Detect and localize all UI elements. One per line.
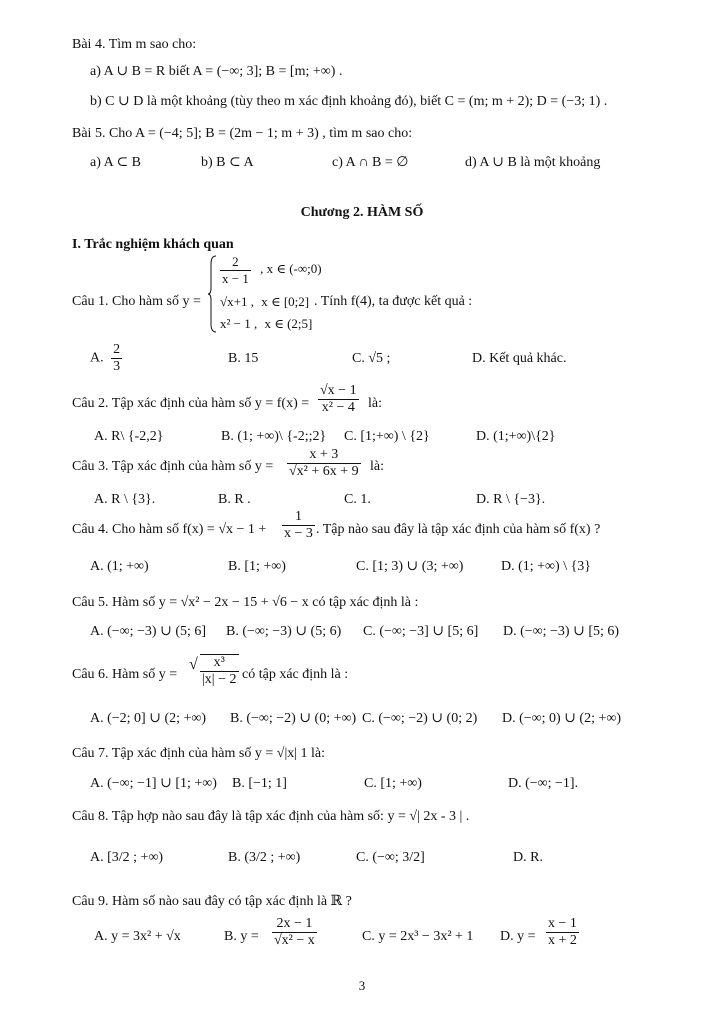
exercise-5-part-c: c) A ∩ B = ∅ [332,155,409,170]
exercise-5-part-d: d) A ∪ B là một khoảng [465,155,601,170]
question-3-numerator: x + 3 [287,447,361,464]
question-1-option-a-fraction [111,342,122,375]
question-9-option-d-numerator: x − 1 [548,916,577,931]
exercise-4-title: Bài 4. Tìm m sao cho: [72,37,197,52]
question-4-option-c: C. [1; 3) ∪ (3; +∞) [356,559,464,574]
question-4-suffix: . Tập nào sau đây là tập xác định của hàm số f(x) ? [316,522,601,537]
question-3-prefix: Câu 3. Tập xác định của hàm số y = [72,459,274,474]
piecewise-case-3-condition: x ∈ (2;5] [264,316,313,331]
exercise-5-part-b: b) B ⊂ A [201,155,254,170]
question-4-option-b: B. [1; +∞) [228,559,286,574]
piecewise-case-2 [220,294,309,310]
question-2-numerator: √x − 1 [320,383,357,398]
question-5-text: Câu 5. Hàm số y = √x² − 2x − 15 + √6 − x có tập xác định là : [72,595,419,610]
question-1-option-c: C. √5 ; [352,351,391,366]
question-2-suffix: là: [368,396,382,411]
question-5-option-b: B. (−∞; −3) ∪ (5; 6) [226,624,342,639]
question-6-option-d: D. (−∞; 0) ∪ (2; +∞) [502,711,622,726]
question-9-option-b-denominator: √x² − x [274,933,315,948]
question-3-suffix: là: [370,459,384,474]
question-4-denominator: x − 3 [284,526,313,541]
question-1-option-a-label: A. [90,350,104,366]
question-2-prefix: Câu 2. Tập xác định của hàm số y = f(x) = [72,396,310,411]
question-9-option-b-fraction [272,916,317,949]
question-9-option-d-fraction [546,916,579,949]
question-2-option-a: A. R\ {-2,2} [94,429,164,444]
question-8-option-d: D. R. [513,850,543,865]
question-9-option-b-numerator: 2x − 1 [272,916,317,933]
question-5-option-c: C. (−∞; −3] ∪ [5; 6] [363,624,479,639]
question-7-option-a: A. (−∞; −1] ∪ [1; +∞) [90,776,217,791]
question-9-option-d-label: D. y = [500,929,536,944]
question-6-option-b: B. (−∞; −2) ∪ (0; +∞) [230,711,357,726]
question-8-text: Câu 8. Tập hợp nào sau đây là tập xác định của hàm số: y = √| 2x - 3 | . [72,809,470,824]
question-1-option-a [90,342,122,375]
piecewise-case-1-denominator: x − 1 [222,271,249,286]
question-1-option-b: B. 15 [228,351,259,366]
question-3-option-b: B. R . [218,492,251,507]
question-8-option-b: B. (3/2 ; +∞) [228,850,301,865]
question-2-denominator: x² − 4 [321,400,355,415]
piecewise-brace [208,254,218,334]
piecewise-case-2-condition: x ∈ [0;2] [261,294,310,309]
exercise-5-part-a: a) A ⊂ B [90,155,142,170]
page-number: 3 [358,978,366,993]
question-6-numerator: x³ [200,655,239,672]
question-6-suffix: có tập xác định là : [242,667,349,682]
question-1-suffix: . Tính f(4), ta được kết quả : [314,294,473,309]
piecewise-case-1-condition: , x ∈ (-∞;0) [260,261,322,277]
question-6-prefix: Câu 6. Hàm số y = [72,667,178,682]
question-4-option-d: D. (1; +∞) \ {3} [501,559,592,574]
question-7-text: Câu 7. Tập xác định của hàm số y = √|x| 1 là: [72,746,326,761]
question-7-option-d: D. (−∞; −1]. [508,776,579,791]
question-1-option-d: D. Kết quả khác. [472,351,567,366]
question-5-option-a: A. (−∞; −3) ∪ (5; 6] [90,624,207,639]
piecewise-case-3-expression: x² − 1 , [220,316,258,331]
question-2-option-b: B. (1; +∞)\ {-2;;2} [221,429,327,444]
question-7-option-b: B. [−1; 1] [232,776,287,791]
question-1-option-a-denominator: 3 [113,359,121,374]
question-9-option-a: A. y = 3x² + √x [94,929,181,944]
question-4-prefix: Câu 4. Cho hàm số f(x) = √x − 1 + [72,522,267,537]
section-title: I. Trắc nghiệm khách quan [72,237,234,252]
piecewise-case-1-numerator: 2 [220,254,251,271]
chapter-title: Chương 2. HÀM SỐ [300,205,424,220]
question-3-option-a: A. R \ {3}. [94,492,156,507]
question-8-option-a: A. [3/2 ; +∞) [90,850,164,865]
question-4-option-a: A. (1; +∞) [90,559,149,574]
question-2-fraction [318,383,359,416]
question-9-option-c: C. y = 2x³ − 3x² + 1 [362,929,474,944]
question-3-denominator: √x² + 6x + 9 [289,464,359,479]
question-2-option-d: D. (1;+∞)\{2} [476,429,556,444]
question-1-prefix: Câu 1. Cho hàm số y = [72,294,201,309]
question-1-option-a-numerator: 2 [113,342,121,357]
question-5-option-d: D. (−∞; −3) ∪ [5; 6) [503,624,620,639]
exercise-4-part-b: b) C ∪ D là một khoảng (tùy theo m xác định khoảng đó), biết C = (m; m + 2); D = (−3; 1) . [90,94,608,109]
piecewise-case-1 [220,254,322,287]
question-6-option-a: A. (−2; 0] ∪ (2; +∞) [90,711,207,726]
question-3-option-d: D. R \ {−3}. [476,492,546,507]
piecewise-case-1-fraction [220,254,251,287]
question-8-option-c: C. (−∞; 3/2] [356,850,425,865]
piecewise-case-3 [220,316,312,332]
exercise-5-title: Bài 5. Cho A = (−4; 5]; B = (2m − 1; m + 3) , tìm m sao cho: [72,126,413,141]
question-4-fraction [282,509,315,542]
question-7-option-c: C. [1; +∞) [364,776,422,791]
question-2-option-c: C. [1;+∞) \ {2} [344,429,430,444]
question-9-option-b-label: B. y = [224,929,259,944]
exercise-4-part-a: a) A ∪ B = R biết A = (−∞; 3]; B = [m; +∞) . [90,64,343,79]
question-6-fraction [200,654,239,688]
question-4-numerator: 1 [282,509,315,526]
question-6-option-c: C. (−∞; −2) ∪ (0; 2) [362,711,478,726]
piecewise-case-2-expression: √x+1 , [220,294,254,309]
question-6-sqrt-sign: √ [189,656,198,673]
question-3-fraction [287,447,361,480]
question-9-option-d-denominator: x + 2 [548,933,577,948]
question-6-denominator: |x| − 2 [202,672,237,687]
question-9-text: Câu 9. Hàm số nào sau đây có tập xác định là ℝ ? [72,894,352,909]
question-3-option-c: C. 1. [344,492,371,507]
